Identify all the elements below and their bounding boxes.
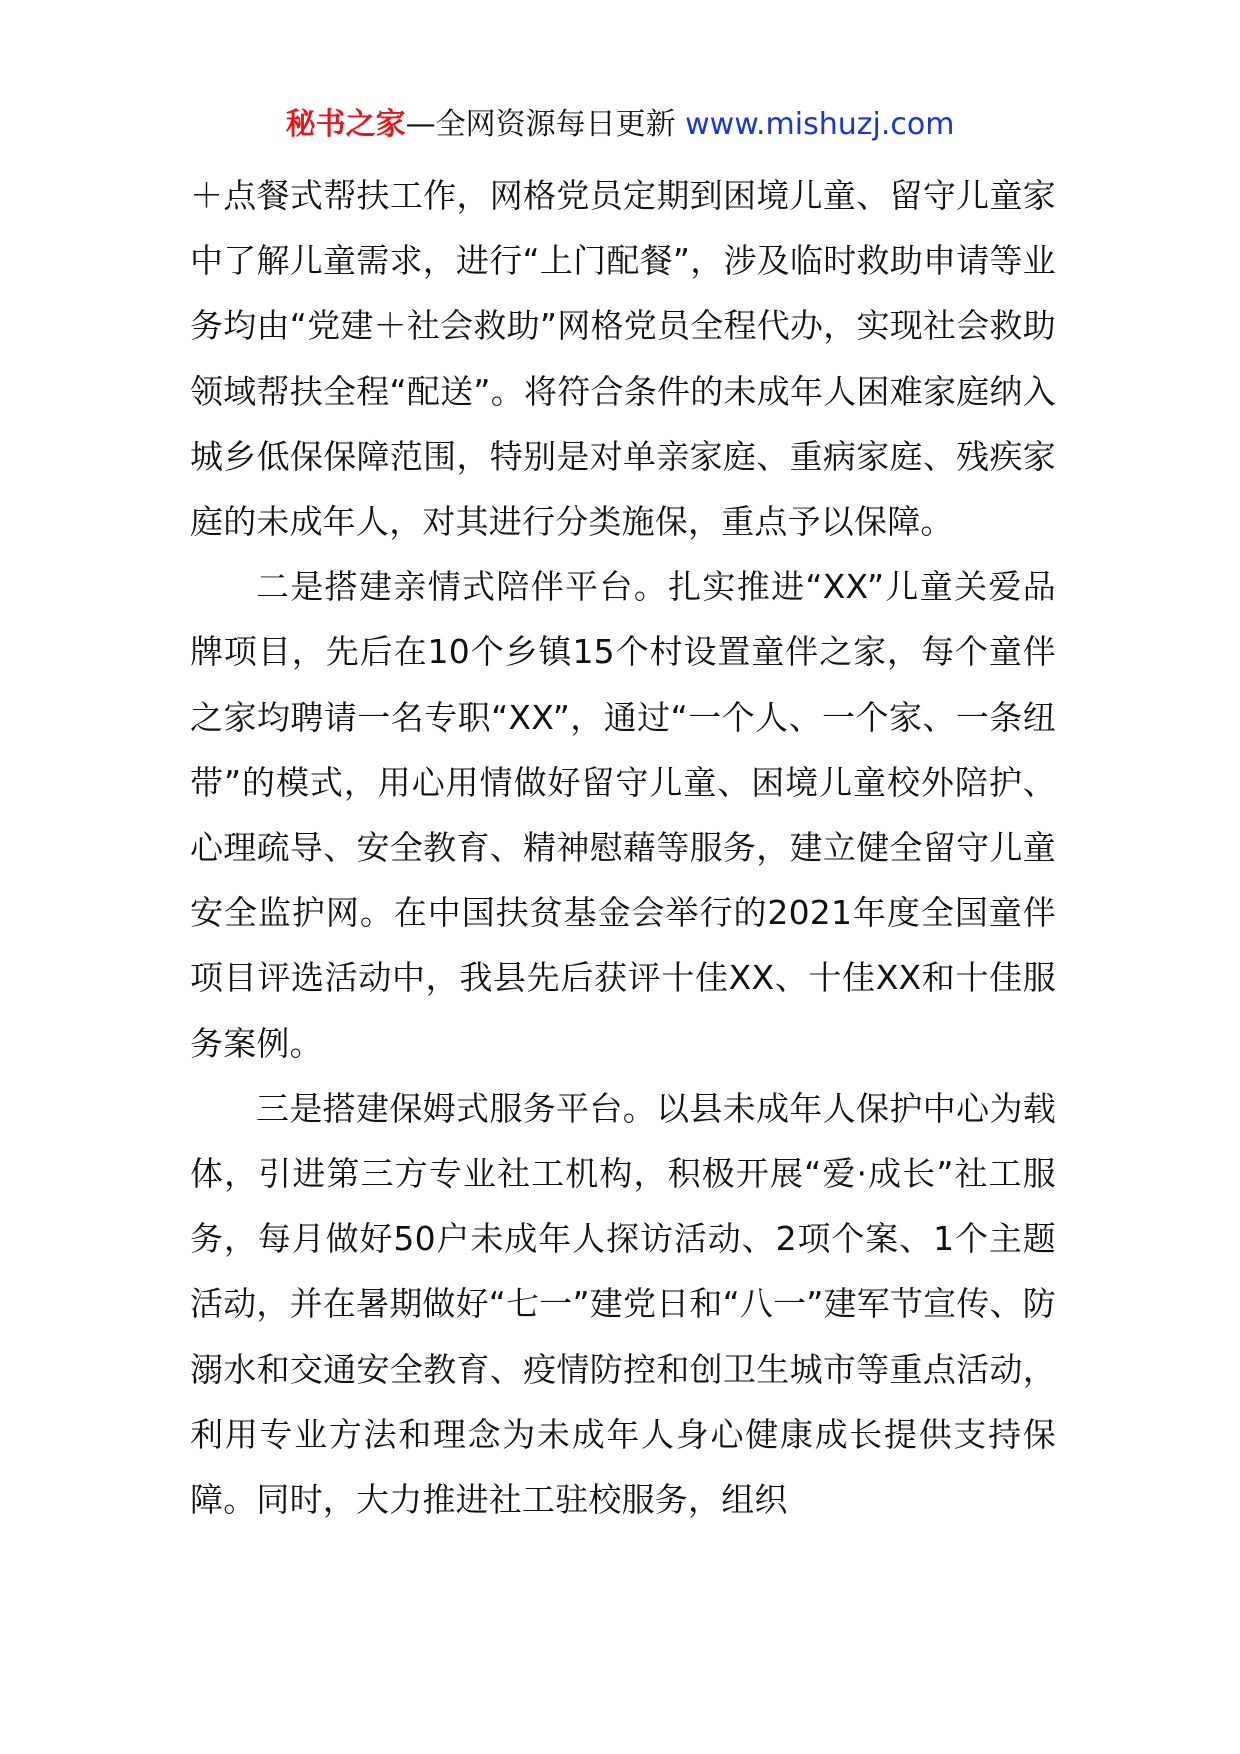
paragraph-2: 二是搭建亲情式陪伴平台。扎实推进“XX”儿童关爱品牌项目，先后在10个乡镇15个村设置童伴之家，每个童伴之家均聘请一名专职“XX”，通过“一个人、一个家、一条纽带”的模式，用心用情做好留守儿童、困境儿童校外陪护、心理疏导、安全教育、精神慰藉等服务，建立健全留守儿童安全监护网。在中国扶贫基金会举行的2021年度全国童伴项目评选活动中，我县先后获评十佳XX、十佳XX和十佳服务案例。 bbox=[190, 567, 1056, 1063]
document-body bbox=[190, 163, 1056, 1532]
paragraph-1: ＋点餐式帮扶工作，网格党员定期到困境儿童、留守儿童家中了解儿童需求，进行“上门配餐”，涉及临时救助申请等业务均由“党建＋社会救助”网格党员全程代办，实现社会救助领域帮扶全程“配送”。将符合条件的未成年人困难家庭纳入城乡低保保障范围，特别是对单亲家庭、重病家庭、残疾家庭的未成年人，对其进行分类施保，重点予以保障。 bbox=[190, 176, 1056, 542]
paragraph-3: 三是搭建保姆式服务平台。以县未成年人保护中心为载体，引进第三方专业社工机构，积极开展“爱·成长”社工服务，每月做好50户未成年人探访活动、2项个案、1个主题活动，并在暑期做好“七一”建党日和“八一”建军节宣传、防溺水和交通安全教育、疫情防控和创卫生城市等重点活动，利用专业方法和理念为未成年人身心健康成长提供支持保障。同时，大力推进社工驻校服务，组织 bbox=[190, 1088, 1056, 1520]
site-slogan: —全网资源每日更新 bbox=[405, 107, 676, 142]
site-url-link[interactable]: www.mishuzj.com bbox=[685, 107, 955, 142]
page-header bbox=[0, 103, 1240, 147]
site-brand: 秘书之家 bbox=[285, 107, 406, 142]
